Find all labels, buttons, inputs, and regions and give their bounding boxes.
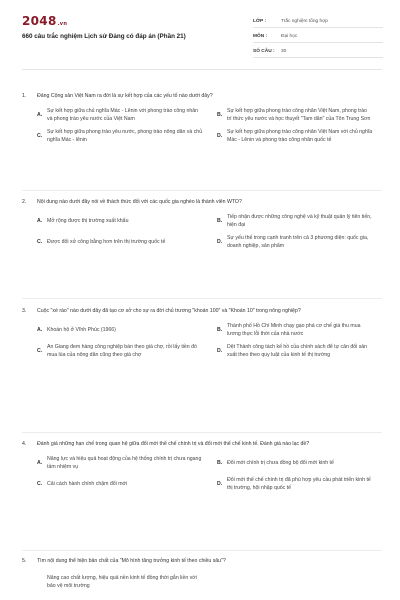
options-grid [37, 322, 384, 359]
header-divider [22, 69, 382, 70]
option-b[interactable]: B. Tiếp nhận được những công nghệ và kỹ thuật quản lý tiên tiến, hiện đại [217, 214, 372, 228]
question-number: 4. [22, 441, 27, 447]
question-1 [22, 92, 384, 144]
option-c[interactable]: C. Được đối xử công bằng hơn trên thị trường quốc tế [37, 239, 166, 245]
option-b[interactable]: B. Thành phố Hồ Chí Minh chạy gạo phá cơ chế giá thu mua lương thực lỗi thời của nhà nước [217, 323, 361, 337]
question-number: 2. [22, 199, 27, 205]
question-2 [22, 198, 384, 250]
question-number: 3. [22, 308, 27, 314]
question-4 [22, 440, 384, 492]
option-c[interactable]: C. An Giang đem hàng công nghiệp bán theo giá chợ, rồi lấy tiền đó mua lúa của nông dân cũng theo giá chợ [37, 344, 197, 358]
question-text [22, 440, 384, 448]
meta-row-class [253, 13, 383, 28]
options-grid [37, 574, 384, 590]
meta-label: SỐ CÂU : [253, 49, 275, 54]
site-logo[interactable]: 2048.vn [22, 14, 68, 28]
question-body: Nội dung nào dưới đây nói về thách thức đối với các quốc gia nghèo là thành viên WTO? [37, 199, 242, 205]
meta-label: LỚP : [253, 19, 267, 24]
question-divider [22, 550, 382, 551]
options-grid [37, 213, 384, 250]
document-title: 660 câu trắc nghiệm Lịch sử Đảng có đáp án (Phần 21) [22, 33, 186, 40]
option-d[interactable]: D. Đổi mới thể chế chính trị đã phù hợp yêu cầu phát triển kinh tế thị trường, hội nhập quốc tế [217, 477, 371, 491]
question-number: 1. [22, 93, 27, 99]
question-body: Cuộc "xé rào" nào dưới đây đã tạo cơ sở cho sự ra đời chủ trương "khoán 100" và "Khoán 10" trong nông nghiệp? [37, 308, 301, 314]
question-text [22, 92, 384, 100]
question-divider [22, 190, 382, 191]
meta-row-count [253, 43, 383, 58]
question-5 [22, 557, 384, 590]
option-b[interactable]: B. Đổi mới chính trị chưa đồng bộ đổi mới kinh tế [217, 460, 334, 466]
question-divider [22, 298, 382, 299]
question-number: 5. [22, 558, 27, 564]
option-a[interactable]: A. Sự kết hợp giữa chủ nghĩa Mác - Lênin với phong trào công nhân và phong trào yêu nước của Việt Nam [37, 108, 199, 122]
question-text [22, 307, 384, 315]
question-body: Tìm nội dung thể hiện bản chất của "Mô hình tăng trưởng kinh tế theo chiều sâu"? [37, 558, 226, 564]
option-a[interactable]: A. Năng lực và hiệu quả hoạt động của hệ thống chính trị chưa ngang tầm nhiệm vụ [37, 456, 202, 470]
option-a[interactable]: Nâng cao chất lượng, hiệu quả nền kinh tế đồng thời gắn liền với bảo vệ môi trường [47, 575, 197, 589]
meta-row-subject [253, 28, 383, 43]
meta-label: MÔN : [253, 34, 268, 39]
option-d[interactable]: D. Sự kết hợp giữa phong trào công nhân Việt Nam với chủ nghĩa Mác - Lênin và phong trào công nhân quốc tế [217, 129, 373, 143]
question-body: Đánh giá những hạn chế trong quan hệ giữa đổi mới thể chế chính trị và đổi mới thể chế kinh tế. Đánh giá nào lạc đề? [37, 441, 310, 447]
question-text [22, 198, 384, 206]
option-c[interactable]: C. Cải cách hành chính chậm đổi mới [37, 481, 128, 487]
question-3 [22, 307, 384, 359]
meta-value: Đại học [281, 34, 298, 39]
option-d[interactable]: D. Sự yếu thế trong cạnh tranh trên cả 3 phương diện: quốc gia, doanh nghiệp, sản phẩm [217, 235, 369, 249]
option-d[interactable]: D. Dệt Thành công tách kế hồ của chính sách để tự cân đối sản xuất theo theo quy luật của kinh tế thị trường [217, 344, 368, 358]
options-grid [37, 455, 384, 492]
meta-value: Trắc nghiệm tổng hợp [281, 19, 328, 24]
option-a[interactable]: A. Mở rộng được thị trường xuất khẩu [37, 218, 129, 224]
option-a[interactable]: A. Khoán hộ ở Vĩnh Phúc (1966) [37, 327, 116, 333]
document-header [0, 0, 400, 62]
meta-box [253, 13, 383, 58]
question-text [22, 557, 384, 565]
option-c[interactable]: C. Sự kết hợp giữa phong trào yêu nước, phong trào nông dân và chủ nghĩa Mác - lênin [37, 129, 203, 143]
options-grid [37, 107, 384, 144]
question-divider [22, 432, 382, 433]
meta-value: 30 [281, 49, 287, 54]
question-body: Đảng Cộng sản Việt Nam ra đời là sự kết hợp của các yếu tố nào dưới đây? [37, 93, 213, 99]
option-b[interactable]: B. Sự kết hợp giữa phong trào công nhân Việt Nam, phong trào trí thức yêu nước và học thuyết "Tam dân" của Tôn Trung Sơn [217, 108, 371, 122]
